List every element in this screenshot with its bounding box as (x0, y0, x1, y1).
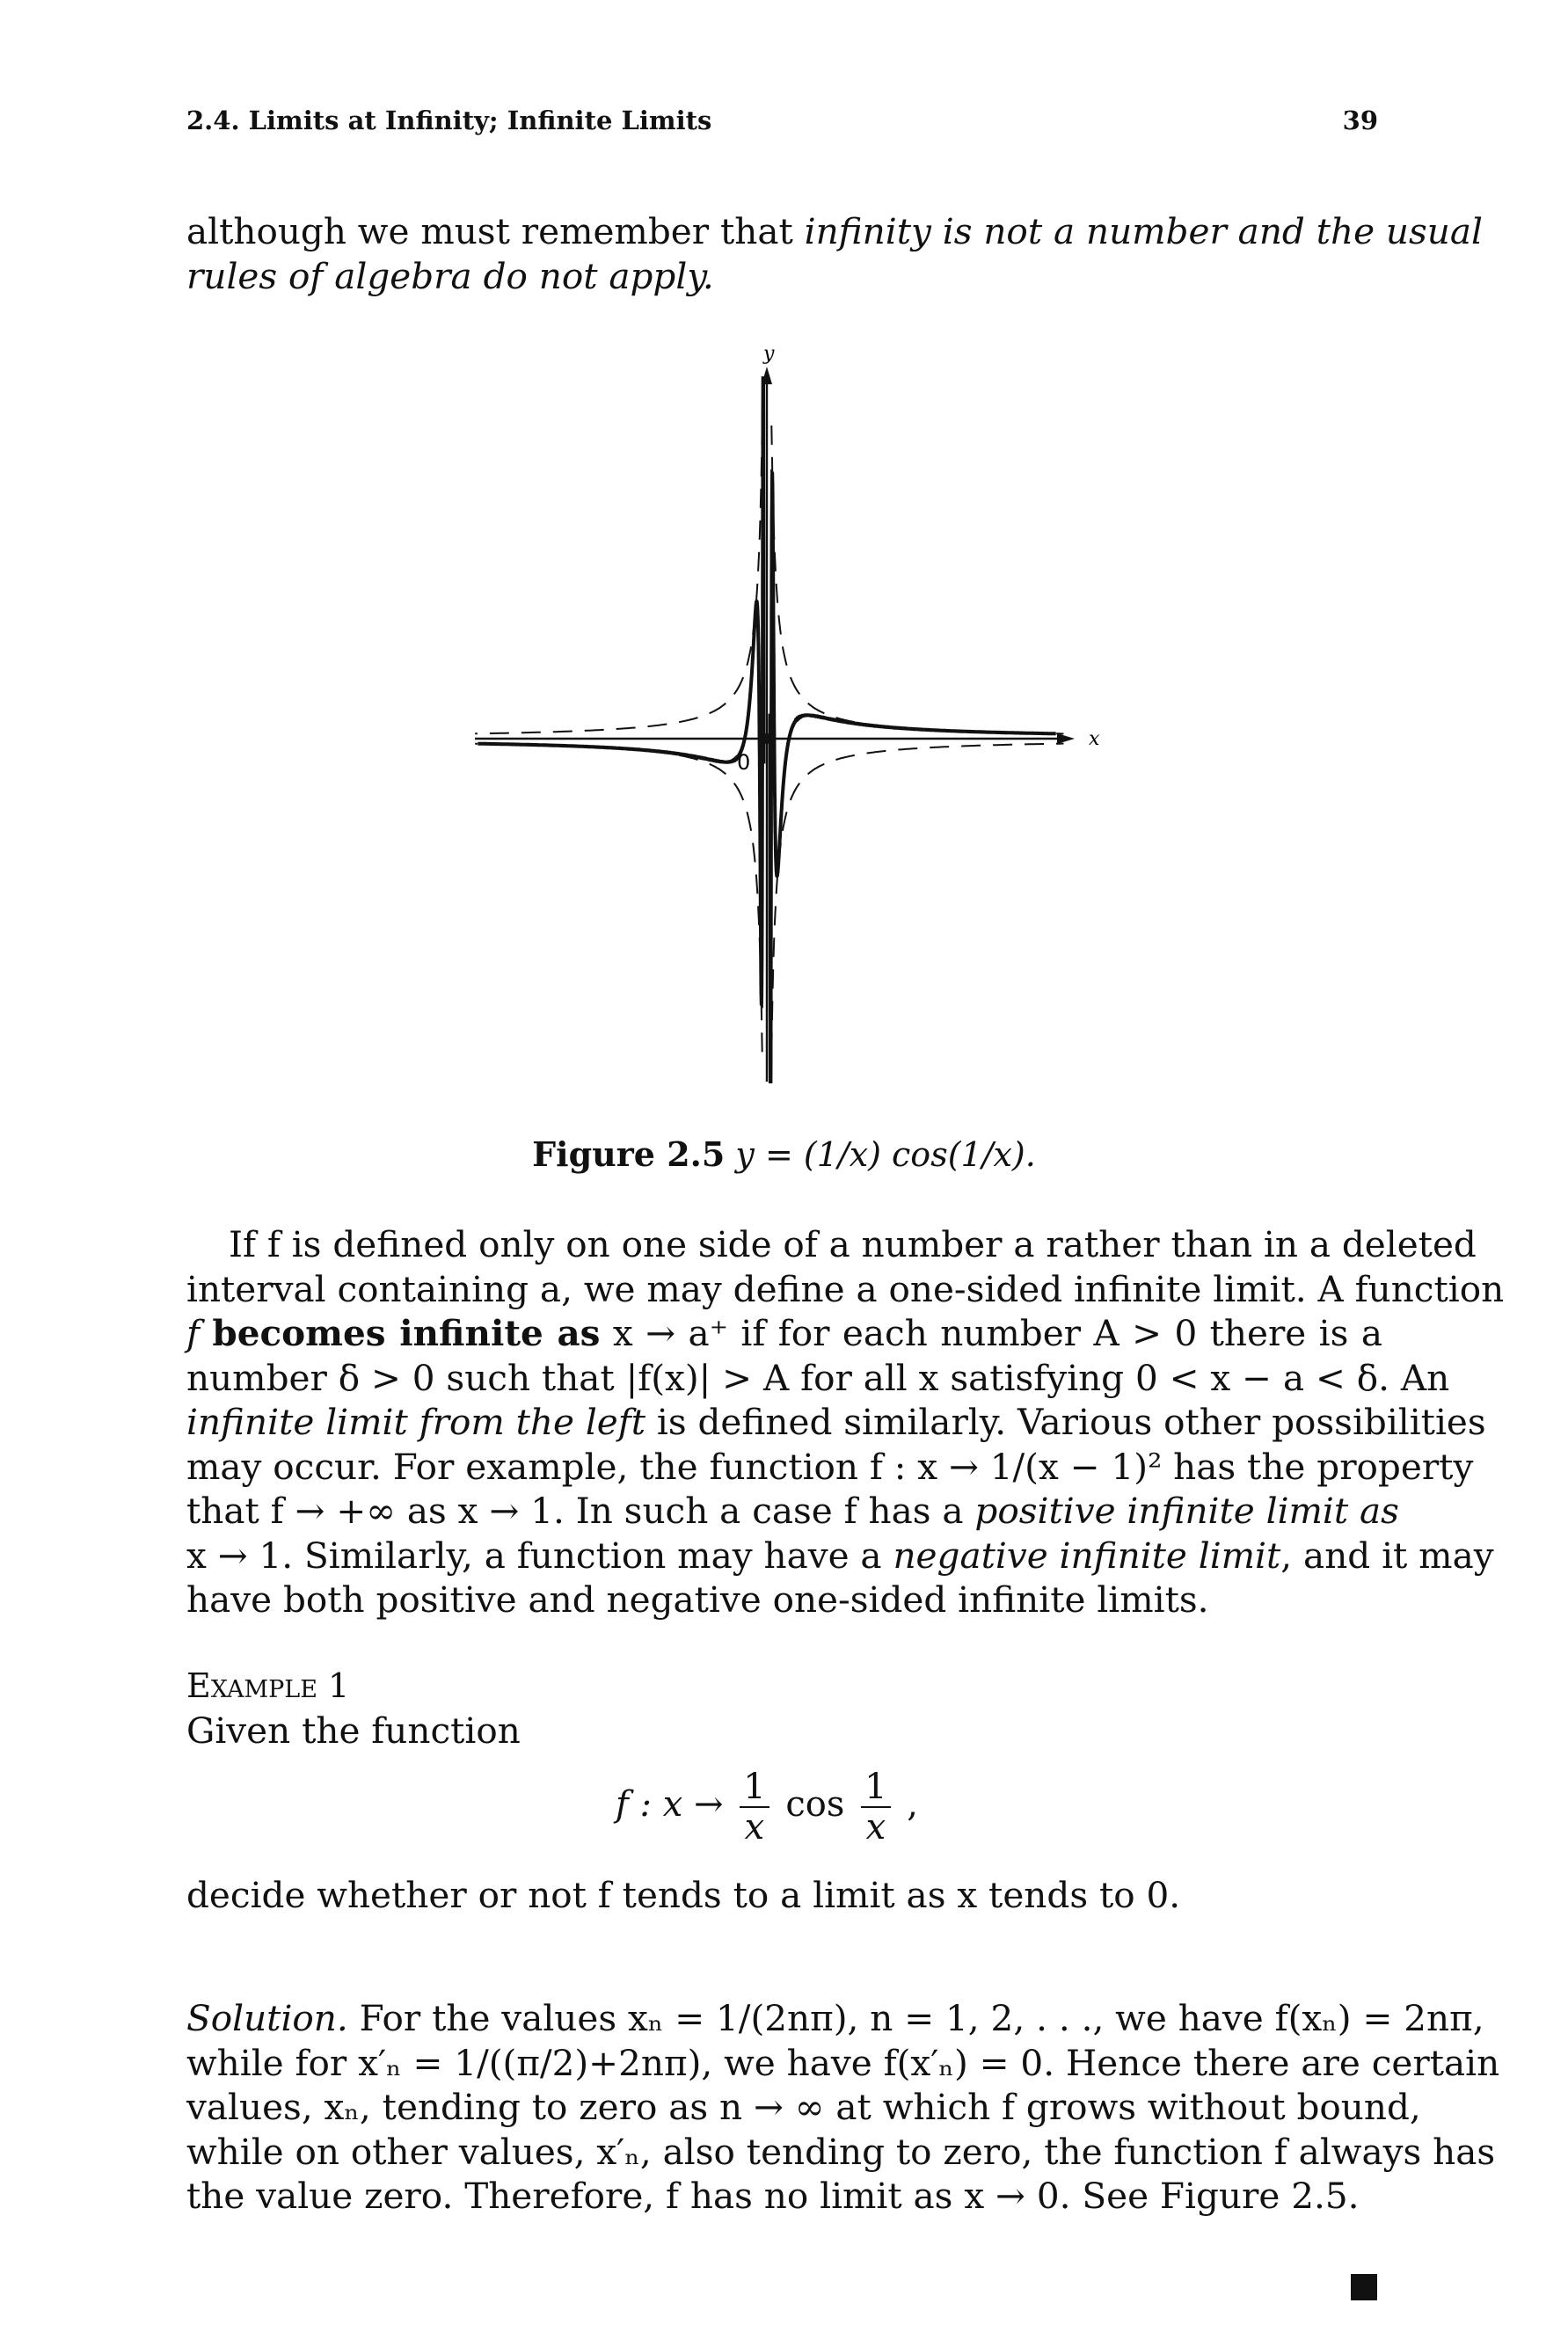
curve-left-branch (478, 378, 763, 1004)
example-heading: Example 1 (186, 1666, 350, 1705)
envelope-right-lower (771, 744, 1063, 1053)
x-axis-label: x (1089, 728, 1100, 750)
infinite-limit-paragraph: If f is defined only on one side of a number a rather than in a deleted interval containing a, we may define a one-sided infinite limit. A function f becomes infinite as x → a⁺ if for each number A > 0 there is a number δ > 0 such that |f(x)| > A for all x satisfying 0 < x − a < δ. An infinite limit from the left is defined similarly. Various other possibilities may occur. For example, the function f : x → 1/(x − 1)² has the property that f → +∞ as x → 1. In such a case f has a positive infinite limit as x → 1. Similarly, a function may have a negative infinite limit, and it may have both positive and negative one-sided infinite limits. (186, 1223, 1505, 1621)
envelope-left-lower (475, 744, 762, 1053)
qed-box (1351, 2274, 1377, 2300)
figure-caption: Figure 2.5 y = (1/x) cos(1/x). (532, 1134, 1036, 1174)
y-axis-label: y (763, 347, 775, 365)
axes (475, 347, 1100, 1082)
running-header-section: 2.4. Limits at Infinity; Infinite Limits (186, 106, 712, 135)
envelope-left-upper (475, 426, 762, 734)
intro-paragraph: although we must remember that infinity is not a number and the usual rules of algebra do not apply. (186, 210, 1483, 297)
example-question: decide whether or not f tends to a limit as x tends to 0. (186, 1874, 1181, 1916)
curve-right-branch (770, 473, 1056, 1082)
page-number: 39 (1342, 106, 1378, 135)
solution-paragraph: Solution. For the values xₙ = 1/(2nπ), n = 1, 2, . . ., we have f(xₙ) = 2nπ, while for x′ₙ = 1/((π/2)+2nπ), we have f(x′ₙ) = 0. Hence there are certain values, xₙ, tending to zero as n → ∞ at which f grows without bound, while on other values, x′ₙ, also tending to zero, the function f always has the value zero. Therefore, f has no limit as x → 0. See Figure 2.5. (186, 1997, 1500, 2217)
example-intro: Given the function (186, 1709, 521, 1752)
origin-label: 0 (737, 750, 751, 775)
figure-2-5-graph (457, 347, 1126, 1095)
envelope-right-upper (771, 426, 1063, 734)
x-axis-arrow (1057, 733, 1075, 744)
display-formula: f : x → $\frac{1}{x}$ cos $\frac{1}{x}$ , (616, 1767, 919, 1848)
